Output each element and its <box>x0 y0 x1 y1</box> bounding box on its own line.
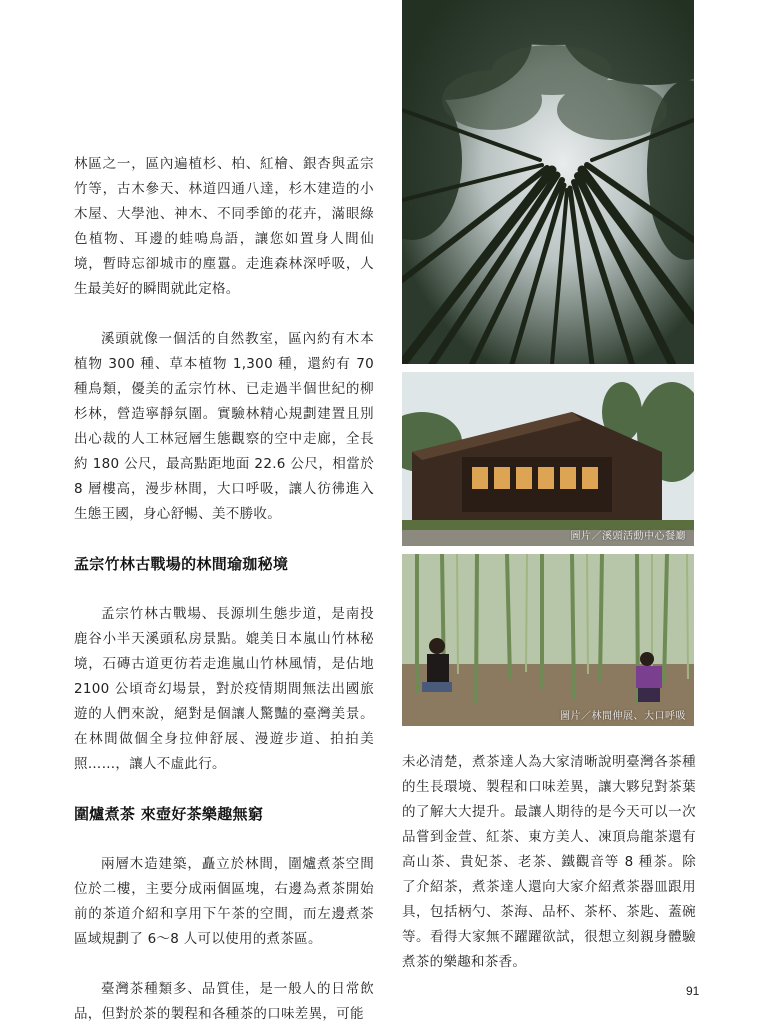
paragraph-tea-start: 臺灣茶種類多、品質佳，是一般人的日常飲品，但對於茶的製程和各種茶的口味差異，可能 <box>74 981 374 1022</box>
photo-caption-stretching: 圖片／林間伸展、大口呼吸 <box>560 711 686 722</box>
bamboo-canopy-photo <box>402 0 694 364</box>
section-heading-tea: 圍爐煮茶 來壺好茶樂趣無窮 <box>74 805 264 823</box>
paragraph-building: 兩層木造建築，矗立於林間，圍爐煮茶空間位於二樓，主要分成兩個區塊，右邊為煮茶開始前的茶道介紹和享用下午茶的空間，而左邊煮茶區域規劃了 6～8 人可以使用的煮茶區。 <box>74 856 374 947</box>
wooden-building-photo <box>402 372 694 546</box>
page-number: 91 <box>686 984 700 998</box>
paragraph-tea-continued: 未必清楚，煮茶達人為大家清晰說明臺灣各茶種的生長環境、製程和口味差異，讓大夥兒對茶葉的了解大大提升。最讓人期待的是今天可以一次品嘗到金萱、紅茶、東方美人、凍頂烏龍茶還有高山茶、貴妃茶、老茶、鐵觀音等 8 種茶。除了介紹茶，煮茶達人還向大家介紹煮茶器皿跟用具，包括柄勺、茶海、品杯、茶杯、茶匙、蓋碗等。看得大家無不躍躍欲試，很想立刻親身體驗煮茶的樂趣和茶香。 <box>402 754 696 970</box>
right-column <box>402 750 696 975</box>
photo-caption-restaurant: 圖片／溪頭活動中心餐廳 <box>570 531 686 542</box>
bamboo-stretch-photo <box>402 554 694 726</box>
paragraph-intro: 林區之一，區內遍植杉、柏、紅檜、銀杏與孟宗竹等，古木參天、林道四通八達，杉木建造的小木屋、大學池、神木、不同季節的花卉，滿眼綠色植物、耳邊的蛙鳴鳥語，讓您如置身人間仙境，暫時忘卻城市的塵囂。走進森林深呼吸，人生最美好的瞬間就此定格。 <box>74 156 374 297</box>
paragraph-xitou: 溪頭就像一個活的自然教室，區內約有木本植物 300 種、草本植物 1,300 種，還約有 70 種鳥類，優美的孟宗竹林、已走過半個世紀的柳杉林，營造寧靜氛圍。實驗林精心規劃建置且別出心裁的人工林冠層生態觀察的空中走廊，全長約 180 公尺，最高點距地面 22.6 公尺，相當於 8 層樓高，漫步林間，大口呼吸，讓人彷彿進入生態王國，身心舒暢、美不勝收。 <box>74 331 374 522</box>
paragraph-bamboo: 孟宗竹林古戰場、長源圳生態步道，是南投鹿谷小半天溪頭私房景點。媲美日本嵐山竹林秘境，石磚古道更彷若走進嵐山竹林風情，是佔地 2100 公頃奇幻場景，對於疫情期間無法出國旅遊的人們來說，絕對是個讓人驚豔的臺灣美景。在林間做個全身拉伸舒展、漫遊步道、拍拍美照……，讓人不虛此行。 <box>74 606 374 772</box>
section-heading-bamboo: 孟宗竹林古戰場的林間瑜珈秘境 <box>74 555 289 573</box>
left-column <box>74 152 374 1027</box>
